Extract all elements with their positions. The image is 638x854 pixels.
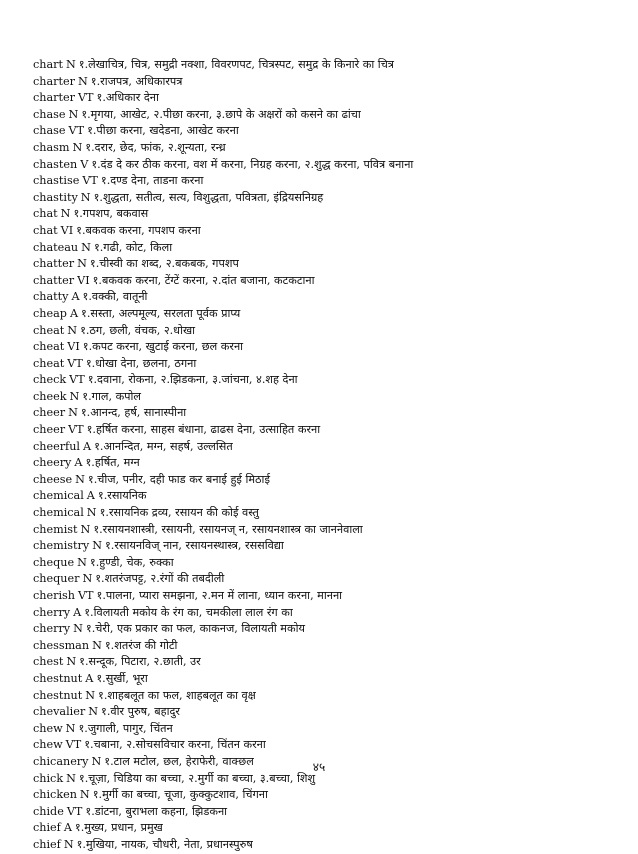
dictionary-entry <box>33 273 623 290</box>
entry-headword: chemical <box>33 506 84 520</box>
dictionary-entry <box>33 555 623 572</box>
dictionary-entry <box>33 820 623 837</box>
dictionary-entry <box>33 107 623 124</box>
entry-definition: १.हर्षित, मग्न <box>85 456 140 470</box>
entry-part-of-speech: N <box>81 240 91 254</box>
entry-definition: १.गपशप, बकवास <box>73 207 149 221</box>
entry-definition: १.चूज़ा, चिडिया का बच्चा, २.मुर्गी का बच्चा, ३.बच्चा, शिशु <box>78 771 316 785</box>
entry-headword: chart <box>33 58 63 71</box>
entry-definition: १.पीछा करना, खदेडना, आखेट करना <box>87 124 239 138</box>
entry-definition: १.गाल, कपोल <box>82 389 141 403</box>
entry-definition: १.चबाना, २.सोचसविचार करना, चिंतन करना <box>84 738 266 752</box>
entry-headword: chicanery <box>33 754 89 768</box>
page-number: ४५ <box>312 760 326 774</box>
dictionary-entry <box>33 173 623 190</box>
entry-headword: chemical <box>33 489 84 503</box>
entry-definition: १.शतरंजपट्ट, २.रंगों की तबदीली <box>95 572 225 586</box>
entry-headword: cheat <box>33 356 65 370</box>
entry-part-of-speech: VT <box>65 738 82 752</box>
entry-definition: १.ठग, छली, वंचक, २.धोखा <box>80 323 196 337</box>
entry-headword: cheer <box>33 423 66 437</box>
entry-part-of-speech: N <box>91 754 102 768</box>
entry-part-of-speech: N <box>85 688 96 702</box>
dictionary-entry <box>33 837 623 854</box>
entry-definition: १.रसायनिक <box>97 489 147 503</box>
entry-headword: cheer <box>33 406 66 420</box>
entry-definition: १.रसायनविज् नान, रसायनस्थास्त्र, रससविद्या <box>104 539 284 553</box>
entry-part-of-speech: A <box>73 605 82 619</box>
entry-part-of-speech: N <box>69 389 80 403</box>
entry-definition: १.पालना, प्यारा समझना, २.मन में लाना, ध्यान करना, मानना <box>96 589 343 602</box>
entry-definition: १.चीज, पनीर, दही फाड कर बनाई हुई मिठाई <box>87 472 270 486</box>
entry-headword: chastise <box>33 174 80 188</box>
entry-part-of-speech: N <box>92 638 102 652</box>
entry-definition: १.बकवक करना, गपशप करना <box>76 223 201 237</box>
entry-headword: cherry <box>33 622 71 636</box>
entry-part-of-speech: N <box>66 58 76 71</box>
entry-headword: chatter <box>33 257 75 271</box>
dictionary-entry <box>33 323 623 340</box>
entry-definition: १.शुद्धता, सतीत्व, सत्य, विशुद्धता, पवित्रता, इंद्रियसनिग्रह <box>93 190 324 204</box>
entry-part-of-speech: N <box>65 721 76 735</box>
entry-headword: chat <box>33 223 58 237</box>
entry-headword: cheat <box>33 340 65 354</box>
entry-definition: १.आनन्द, हर्ष, सानास्पीना <box>80 406 187 420</box>
entry-definition: १.दवाना, रोकना, २.झिडकना, ३.जांचना, ४.शह देना <box>87 373 298 387</box>
entry-definition: १.सन्दूक, पिटारा, २.छाती, उर <box>79 655 201 669</box>
entry-part-of-speech: VT <box>68 124 85 138</box>
entry-part-of-speech: N <box>86 506 97 520</box>
entry-headword: cherish <box>33 589 75 602</box>
entry-definition: १.आनन्दित, मग्न, सहर्ष, उल्लसित <box>94 439 233 453</box>
entry-part-of-speech: VI <box>60 223 74 237</box>
entry-part-of-speech: VT <box>68 423 84 437</box>
entry-headword: chatter <box>33 273 75 287</box>
dictionary-entry <box>33 190 623 207</box>
entry-part-of-speech: N <box>88 705 99 719</box>
entry-part-of-speech: VT <box>77 91 94 105</box>
entry-headword: chew <box>33 738 63 752</box>
entry-headword: chateau <box>33 240 79 254</box>
entry-definition: १.गढी, कोट, किला <box>93 240 173 254</box>
entry-part-of-speech: N <box>82 572 93 586</box>
entry-headword: chatty <box>33 290 69 304</box>
entry-headword: chicken <box>33 788 77 802</box>
entry-definition: १.मुखिया, नायक, चौधरी, नेता, प्रधानस्पुरुष <box>76 837 253 851</box>
entry-part-of-speech: N <box>75 472 85 486</box>
entry-headword: cheque <box>33 555 75 569</box>
entry-definition: १.मृगया, आखेट, २.पीछा करना, ३.छापे के अक्षरों को कसने का ढांचा <box>81 107 361 121</box>
dictionary-entry <box>33 605 623 622</box>
entry-definition: १.शाहबलूत का फल, शाहबलूत का वृक्ष <box>98 688 256 702</box>
dictionary-entry <box>33 638 623 655</box>
entry-part-of-speech: N <box>79 788 90 802</box>
dictionary-entry <box>33 206 623 223</box>
entry-part-of-speech: A <box>74 456 83 470</box>
entry-definition: १.बकवक करना, टेंग्टें करना, २.दांत बजाना, कटकटाना <box>92 273 315 287</box>
dictionary-entry <box>33 74 623 91</box>
entry-headword: cheap <box>33 306 67 320</box>
dictionary-entry <box>33 256 623 273</box>
entry-headword: cherry <box>33 605 71 619</box>
entry-part-of-speech: N <box>80 190 91 204</box>
entry-definition: १.दण्ड देना, ताडना करना <box>100 174 204 188</box>
entry-definition: १.जुगाली, पागुर, चिंतन <box>78 721 173 735</box>
entry-part-of-speech: A <box>71 290 80 304</box>
dictionary-entry <box>33 157 623 174</box>
entry-definition: १.सुर्खी, भूरा <box>96 671 148 685</box>
entry-headword: cheery <box>33 456 72 470</box>
entry-headword: chase <box>33 124 66 138</box>
entry-part-of-speech: VT <box>66 804 83 818</box>
entry-headword: cheese <box>33 472 73 486</box>
entry-headword: chief <box>33 837 61 851</box>
entry-definition: १.सस्ता, अल्पमूल्य, सरलता पूर्वक प्राप्य <box>81 306 241 320</box>
entry-definition: १.शतरंज की गोटी <box>104 638 178 652</box>
dictionary-entry <box>33 737 623 754</box>
dictionary-entry <box>33 671 623 688</box>
entry-part-of-speech: N <box>77 257 87 271</box>
dictionary-entry <box>33 455 623 472</box>
entry-part-of-speech: VI <box>77 273 90 287</box>
entry-headword: charter <box>33 74 75 88</box>
dictionary-entry <box>33 372 623 389</box>
entry-headword: check <box>33 373 67 387</box>
entry-headword: chasm <box>33 140 70 154</box>
entry-headword: charter <box>33 91 75 105</box>
dictionary-entry <box>33 57 623 74</box>
dictionary-entry <box>33 787 623 804</box>
entry-definition: १.दरार, छेद, फांक, २.शून्यता, रन्ध्र <box>85 140 226 154</box>
dictionary-entry <box>33 522 623 539</box>
entry-headword: chemist <box>33 522 78 536</box>
dictionary-entry <box>33 389 623 406</box>
entry-definition: १.चीस्वी का शब्द, २.बकबक, गपशप <box>89 257 239 271</box>
entry-definition: १.कपट करना, खुटाई करना, छल करना <box>82 340 244 354</box>
entry-part-of-speech: VT <box>67 356 83 370</box>
entry-definition: १.मुर्गी का बच्चा, चूजा, कुक्कुटशाव, चिंगना <box>92 788 268 802</box>
entry-definition: १.दंड दे कर ठीक करना, वश में करना, निग्रह करना, २.शुद्ध करना, पवित्र बनाना <box>91 157 414 171</box>
entry-headword: chew <box>33 721 63 735</box>
entry-part-of-speech: N <box>60 207 71 221</box>
entry-headword: cheerful <box>33 439 80 453</box>
entry-part-of-speech: N <box>92 539 102 553</box>
entry-headword: chat <box>33 207 58 221</box>
entry-part-of-speech: N <box>66 771 76 785</box>
entry-list <box>33 57 623 854</box>
dictionary-entry <box>33 140 623 157</box>
entry-part-of-speech: N <box>67 323 78 337</box>
entry-headword: chasten <box>33 157 78 171</box>
entry-part-of-speech: A <box>85 671 94 685</box>
entry-definition: १.लेखाचित्र, चित्र, समुद्री नक्शा, विवरणपट, चित्रस्पट, समुद्र के किनारे का चित्र <box>78 58 394 71</box>
entry-definition: १.टाल मटोल, छल, हेराफेरी, वाक्छल <box>104 754 254 768</box>
entry-definition: १.वीर पुरुष, बहादुर <box>101 705 181 719</box>
entry-part-of-speech: VT <box>77 589 94 602</box>
dictionary-entry <box>33 588 623 605</box>
entry-headword: chemistry <box>33 539 90 553</box>
entry-part-of-speech: N <box>77 555 87 569</box>
entry-definition: १.हुण्डी, चेक, रुक्का <box>89 555 174 569</box>
entry-part-of-speech: N <box>63 837 74 851</box>
dictionary-entry <box>33 439 623 456</box>
entry-definition: १.अधिकार देना <box>96 91 159 105</box>
dictionary-entry <box>33 289 623 306</box>
entry-headword: cheat <box>33 323 65 337</box>
dictionary-entry <box>33 505 623 522</box>
dictionary-entry <box>33 422 623 439</box>
dictionary-entry <box>33 621 623 638</box>
dictionary-entry <box>33 223 623 240</box>
entry-headword: chequer <box>33 572 80 586</box>
dictionary-entry <box>33 339 623 356</box>
entry-part-of-speech: N <box>68 107 79 121</box>
entry-definition: १.विलायती मकोय के रंग का, चमकीला लाल रंग का <box>84 605 293 619</box>
entry-part-of-speech: N <box>72 140 83 154</box>
entry-headword: chestnut <box>33 671 83 685</box>
entry-part-of-speech: N <box>80 522 91 536</box>
entry-part-of-speech: A <box>63 821 72 835</box>
entry-headword: chastity <box>33 190 78 204</box>
entry-headword: chase <box>33 107 66 121</box>
entry-definition: १.चेरी, एक प्रकार का फल, काकनज, विलायती मकोय <box>85 622 305 636</box>
entry-part-of-speech: A <box>69 306 79 320</box>
entry-part-of-speech: VT <box>82 174 98 188</box>
dictionary-entry <box>33 405 623 422</box>
entry-headword: chick <box>33 771 64 785</box>
entry-headword: chessman <box>33 638 90 652</box>
entry-part-of-speech: V <box>80 157 89 171</box>
dictionary-entry <box>33 90 623 107</box>
dictionary-entry <box>33 123 623 140</box>
entry-part-of-speech: A <box>86 489 95 503</box>
entry-headword: chide <box>33 804 64 818</box>
dictionary-entry <box>33 306 623 323</box>
entry-headword: chevalier <box>33 705 86 719</box>
entry-part-of-speech: N <box>66 655 77 669</box>
entry-definition: १.वक्की, वातूनी <box>82 290 148 304</box>
dictionary-entry <box>33 240 623 257</box>
dictionary-entry <box>33 472 623 489</box>
dictionary-entry <box>33 571 623 588</box>
dictionary-entry <box>33 356 623 373</box>
entry-headword: chestnut <box>33 688 83 702</box>
dictionary-entry <box>33 804 623 821</box>
dictionary-entry <box>33 721 623 738</box>
entry-definition: १.धोखा देना, छलना, ठगना <box>85 356 197 370</box>
entry-definition: १.मुख्य, प्रधान, प्रमुख <box>74 821 163 835</box>
entry-part-of-speech: N <box>68 406 78 420</box>
dictionary-entry <box>33 538 623 555</box>
entry-headword: chest <box>33 655 64 669</box>
entry-definition: १.हर्षित करना, साहस बंधाना, ढाढस देना, उत्साहित करना <box>86 423 321 437</box>
entry-part-of-speech: A <box>82 439 92 453</box>
dictionary-entry <box>33 704 623 721</box>
entry-part-of-speech: N <box>73 622 83 636</box>
entry-headword: chief <box>33 821 61 835</box>
entry-part-of-speech: VT <box>69 373 85 387</box>
entry-definition: १.राजपत्र, अधिकारपत्र <box>90 74 183 88</box>
entry-part-of-speech: N <box>77 74 88 88</box>
dictionary-entry <box>33 654 623 671</box>
dictionary-entry <box>33 488 623 505</box>
entry-definition: १.डांटना, बुराभला कहना, झिडकना <box>85 804 228 818</box>
entry-part-of-speech: VI <box>67 340 80 354</box>
entry-headword: cheek <box>33 389 67 403</box>
entry-definition: १.रसायनिक द्रव्य, रसायन की कोई वस्तु <box>99 506 259 520</box>
dictionary-entry <box>33 688 623 705</box>
entry-definition: १.रसायनशास्त्री, रसायनी, रसायनज् न, रसायनशास्त्र का जाननेवाला <box>93 522 363 536</box>
